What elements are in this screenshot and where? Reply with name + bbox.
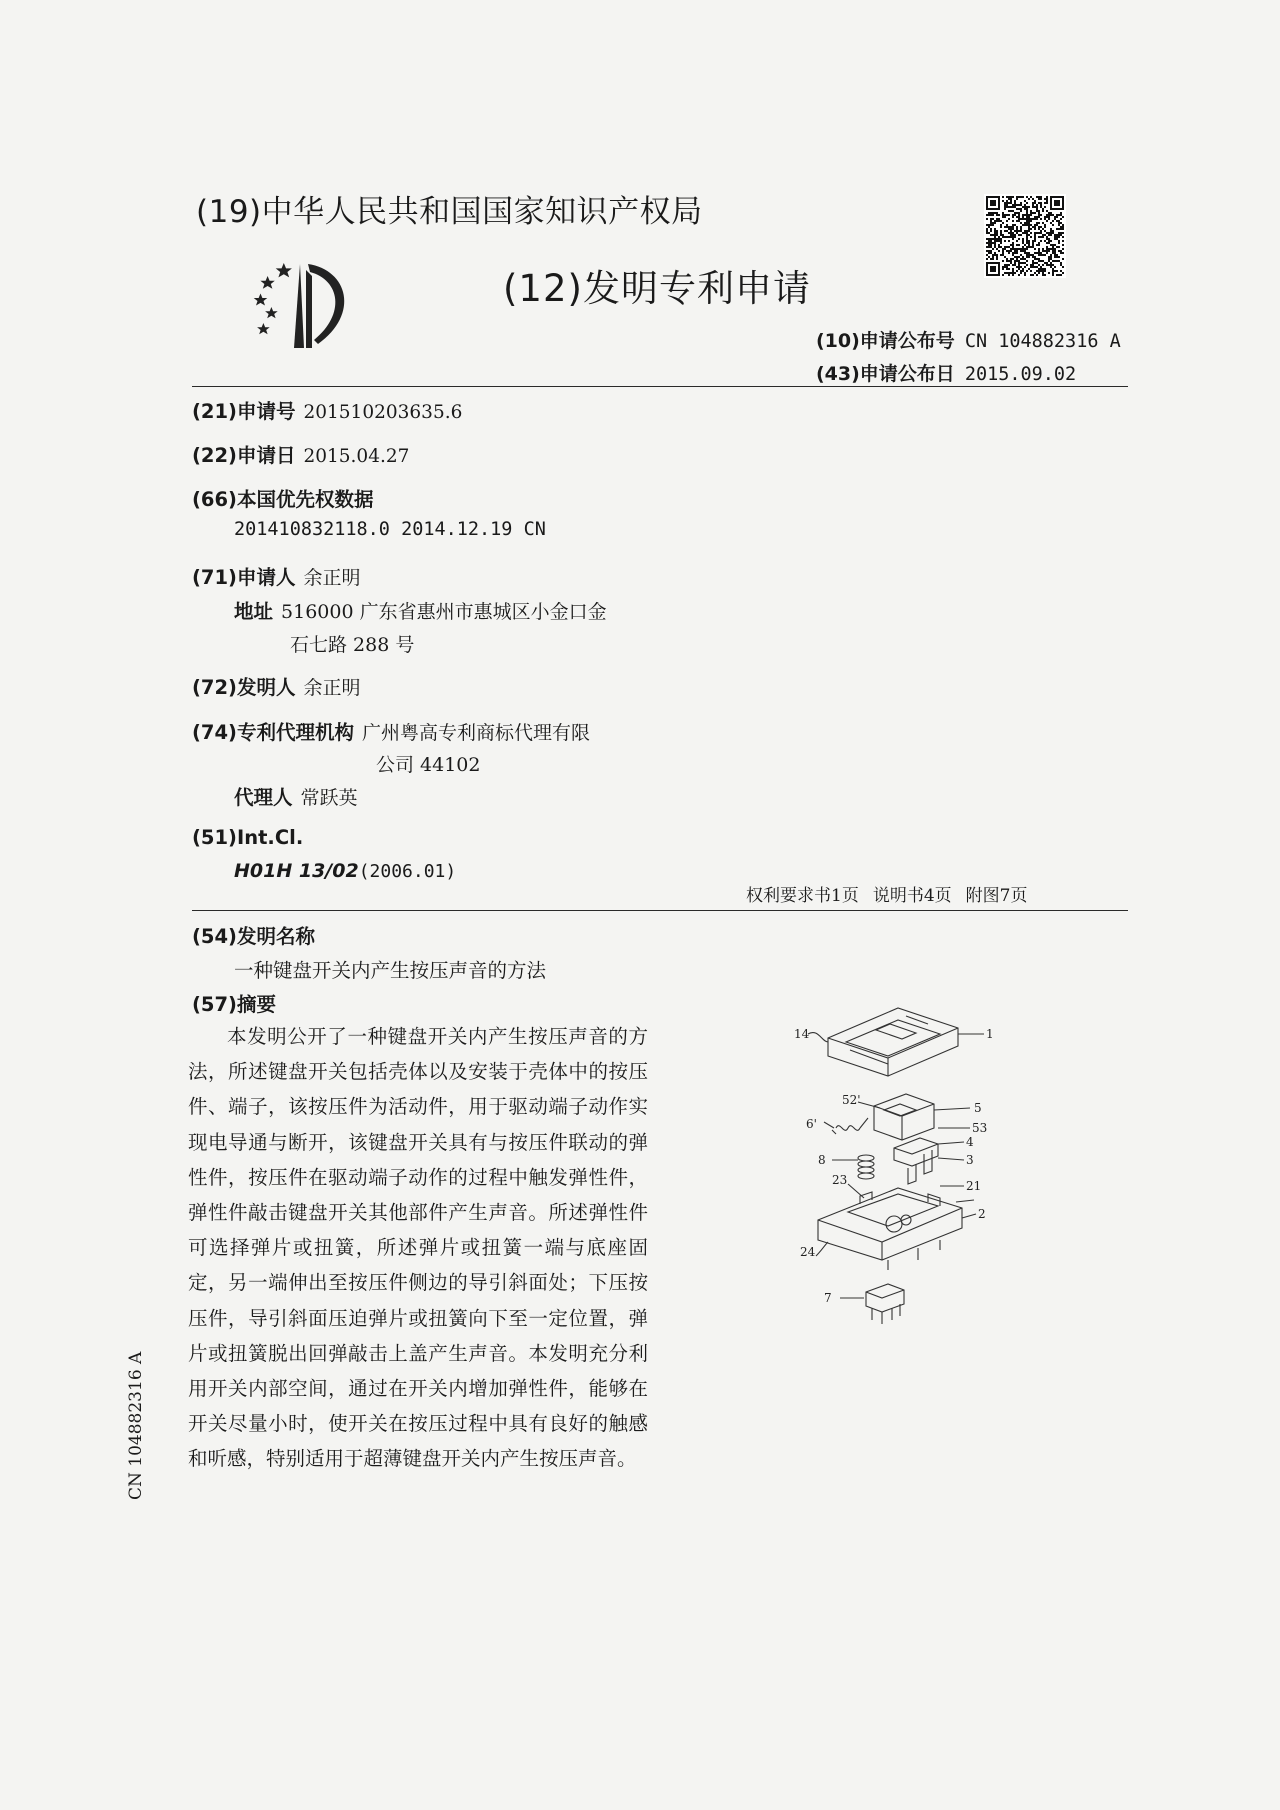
abstract-text: 本发明公开了一种键盘开关内产生按压声音的方法，所述键盘开关包括壳体以及安装于壳体中的按压件、端子，该按压件为活动件，用于驱动端子动作实现电导通与断开，该键盘开关具有与按压件联动的弹性件，按压件在驱动端子动作的过程中触发弹性件，弹性件敲击键盘开关其他部件产生声音。所述弹性件可选择弹片或扭簧，所述弹片或扭簧一端与底座固定，另一端伸出至按压件侧边的导引斜面处；下压按压件，导引斜面压迫弹片或扭簧向下至一定位置，弹片或扭簧脱出回弹敲击上盖产生声音。本发明充分利用开关内部空间，通过在开关内增加弹性件，能够在开关尽量小时，使开关在按压过程中具有良好的触感和听感，特别适用于超薄键盘开关内产生按压声音。 — [188, 1025, 648, 1471]
agent-label: 代理人 — [234, 786, 293, 809]
filing-date-value: 2015.04.27 — [303, 446, 410, 467]
inventor — [192, 672, 360, 700]
application-number-label: (21)申请号 — [192, 400, 296, 423]
page-counts — [746, 881, 1041, 906]
priority-label: (66)本国优先权数据 — [192, 488, 374, 511]
ipc-label: (51)Int.Cl. — [192, 826, 304, 849]
qr-code-icon — [984, 194, 1066, 278]
filing-date — [192, 440, 409, 468]
figure-label-52p: 52' — [842, 1093, 861, 1107]
figure-label-21: 21 — [966, 1179, 982, 1193]
address-line-2: 石七路 288 号 — [290, 634, 415, 656]
publication-date-value: 2015.09.02 — [964, 364, 1077, 385]
address-line-1: 516000 广东省惠州市惠城区小金口金 — [281, 601, 607, 623]
figure-label-53: 53 — [972, 1121, 988, 1135]
abstract-label: (57)摘要 — [192, 993, 276, 1016]
publication-date — [816, 359, 1076, 386]
claims-pages: 权利要求书1页 — [746, 886, 859, 906]
priority-data: 201410832118.0 2014.12.19 CN — [234, 519, 546, 540]
side-publication-code: CN 104882316 A — [126, 1351, 146, 1500]
agency — [192, 717, 590, 745]
terminal-part — [866, 1284, 904, 1324]
publication-number — [816, 326, 1121, 353]
cnipa-logo — [248, 256, 363, 356]
housing-block-part — [874, 1094, 934, 1140]
publication-number-label: (10)申请公布号 — [816, 330, 955, 352]
publication-date-label: (43)申请公布日 — [816, 363, 955, 385]
spring-6-part — [832, 1118, 868, 1134]
figure-label-24: 24 — [800, 1245, 816, 1259]
address-label: 地址 — [234, 600, 274, 623]
inventor-value: 余正明 — [303, 677, 361, 699]
figure-label-2: 2 — [978, 1207, 986, 1221]
figure-label-3: 3 — [966, 1153, 974, 1167]
invention-title: 一种键盘开关内产生按压声音的方法 — [234, 959, 547, 982]
abstract-heading — [192, 989, 276, 1017]
publication-number-value: CN 104882316 A — [964, 331, 1121, 352]
ipc-classification — [234, 860, 456, 882]
figure-label-7: 7 — [824, 1291, 832, 1305]
invention-title-label: (54)发明名称 — [192, 925, 315, 948]
applicant — [192, 562, 360, 590]
filing-date-label: (22)申请日 — [192, 444, 296, 467]
ipc-heading — [192, 826, 303, 849]
agency-line-1: 广州粤高专利商标代理有限 — [361, 722, 590, 744]
figure-label-4: 4 — [966, 1135, 974, 1149]
figure-label-8: 8 — [818, 1153, 826, 1167]
agency-line-2: 公司 44102 — [376, 754, 481, 776]
figure-label-5: 5 — [974, 1101, 982, 1115]
office-name: (19)中华人民共和国国家知识产权局 — [196, 194, 703, 230]
exploded-view-drawing — [788, 998, 1018, 1340]
address — [234, 596, 607, 624]
document-type: (12)发明专利申请 — [503, 267, 811, 310]
application-number — [192, 396, 462, 424]
invention-title-heading — [192, 921, 315, 949]
figure-label-23: 23 — [832, 1173, 848, 1187]
description-pages: 说明书4页 — [872, 886, 952, 906]
figure-label-14: 14 — [794, 1027, 810, 1041]
base-part — [818, 1188, 962, 1270]
priority-heading — [192, 484, 373, 512]
ipc-version: (2006.01) — [358, 861, 457, 882]
section-rule — [192, 910, 1128, 911]
inventor-label: (72)发明人 — [192, 676, 296, 699]
drawings-pages: 附图7页 — [965, 886, 1028, 906]
figure-label-1: 1 — [986, 1027, 994, 1041]
applicant-value: 余正明 — [303, 567, 361, 589]
top-cover-part — [828, 1008, 958, 1076]
header-rule — [192, 386, 1128, 387]
plunger-part — [894, 1138, 938, 1184]
application-number-value: 201510203635.6 — [303, 402, 463, 423]
agent-value: 常跃英 — [300, 787, 358, 809]
ipc-code: H01H 13/02 — [234, 860, 359, 882]
agent — [234, 782, 358, 810]
agency-label: (74)专利代理机构 — [192, 721, 354, 744]
applicant-label: (71)申请人 — [192, 566, 296, 589]
coil-spring-part — [858, 1155, 874, 1179]
figure-label-6p: 6' — [806, 1117, 817, 1131]
